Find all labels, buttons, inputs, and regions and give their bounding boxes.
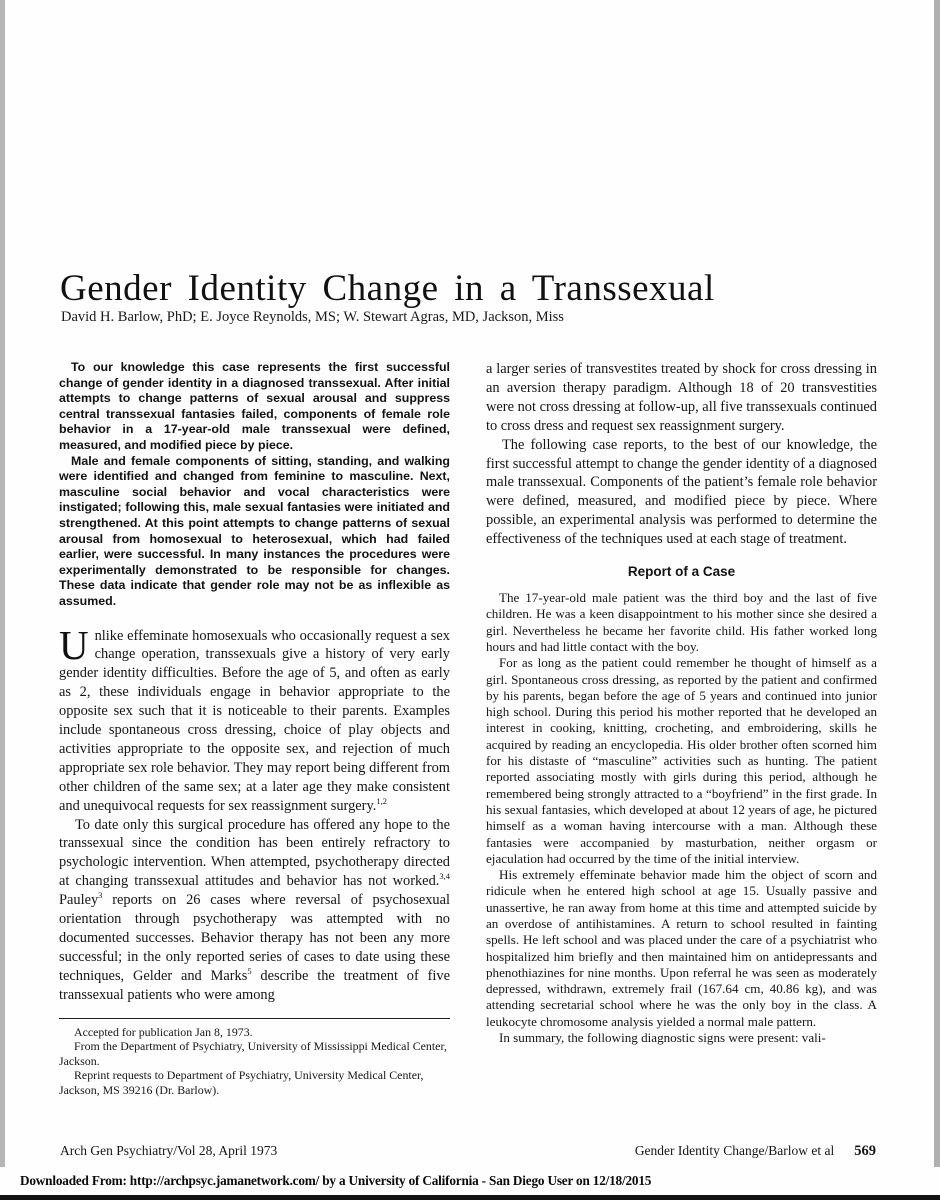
abstract-paragraph-2: Male and female components of sitting, standing, and walking were identified and changed from feminine to masculine. Next, masculine social behavior and vocal characteristics were instigated; following this, male sexual fantasies were initiated and strengthened. At this point attempts to change patterns of sexual arousal from homosexual to heterosexual, which had failed earlier, were successful. In many instances the procedures were experimentally demonstrated to be responsible for changes. These data indicate that gender role may not be as inflexible as assumed. (59, 453, 450, 608)
footnote-accepted: Accepted for publication Jan 8, 1973. (74, 1024, 253, 1039)
case-report-text (486, 590, 877, 1046)
article-title: Gender Identity Change in a Transsexual (60, 267, 715, 309)
body-text-left (59, 621, 450, 1005)
column-left (59, 360, 450, 1098)
article-authors: David H. Barlow, PhD; E. Joyce Reynolds, MS; W. Stewart Agras, MD, Jackson, Miss (61, 309, 564, 325)
footnote-rule (59, 1018, 450, 1019)
body-paragraph-continuation: a larger series of transvestites treated by shock for cross dressing in an aversion therapy paradigm. Although 18 of 20 transvestities were not cross dressing at follow-up, all five transsexuals continued to cross dress and request sex reassignment surgery. (486, 361, 877, 434)
footer-page-number: 569 (854, 1143, 876, 1159)
section-heading-report-of-a-case: Report of a Case (627, 564, 736, 580)
case-paragraph-3: His extremely effeminate behavior made him the object of scorn and ridicule when he entered high school at age 15. Usually passive and unassertive, he ran away from home at this time and attempted suicide by an overdose of antihistamines. A return to school resulted in fainting spells. He left school and was placed under the care of a psychiatrist who hospitalized him briefly and then maintained him on antidepressants and phenothiazines for nine months. Upon referral he was seen as moderately depressed, withdrawn, extremely frail (167.64 cm, 40.86 kg), and was attending secretarial school where he was the only boy in the class. A leukocyte chromosome analysis yielded a normal male pattern. (486, 867, 877, 1029)
case-paragraph-2: For as long as the patient could remember he thought of himself as a girl. Spontaneous cross dressing, as reported by the patient and confirmed by his parents, began before the age of 5 years and continued into junior high school. During this period his mother reported that he developed an interest in cooking, knitting, crocheting, and embroidering, skills he acquired by reading an encyclopedia. His older brother often scorned him for his distaste of “masculine” activities such as hunting. The patient reported associating mostly with girls during this period, although he remembered being strongly attracted to a “boyfriend” in the first grade. In his sexual fantasies, which developed at about 12 years of age, he pictured himself as a woman having intercourse with a man. Although these fantasies were accompanied by masturbation, neither orgasm or ejaculation had occurred by the time of the initial interview. (486, 655, 877, 866)
footer-right-group (635, 1143, 876, 1160)
body-text-right (486, 360, 877, 549)
page-footer (60, 1143, 876, 1160)
body-paragraph-2: To date only this surgical procedure has offered any hope to the transsexual since the condition has been entirely refractory to psychologic intervention. When attempted, psychotherapy directed at changing transsexual attitudes and behavior has not worked.$^{3,4}$ Pauley$^3$ reports on 26 cases where reversal of psychosexual orientation through psychotherapy was attempted with no documented successes. Behavior therapy has not been any more successful; in the only reported series of cases to date using these techniques, Gelder and Marks$^5$ describe the treatment of five transsexual patients who were among (59, 816, 450, 1003)
intro-paragraph-text: nlike effeminate homosexuals who occasionally request a sex change operation, transsexuals give a history of very early gender identity difficulties. Before the age of 5, and often as early as 2, these individuals engage in behavior appropriate to the opposite sex such that it is noticeable to their parents. Examples include spontaneous cross dressing, choice of play objects and activities appropriate to the opposite sex, and rejection of much appropriate sex role behavior. They may report being different from other children of the same sex; at a later age they make consistent and unequivocal requests for sex reassignment surgery.$^{1,2}$ (59, 627, 450, 814)
case-paragraph-1: The 17-year-old male patient was the third boy and the last of five children. He was a keen disappointment to his mother since she desired a girl. Nevertheless he became her favorite child. His father worked long hours and had little contact with the boy. (486, 590, 877, 654)
drop-cap: U (59, 621, 89, 668)
footnote-affiliation: From the Department of Psychiatry, University of Mississippi Medical Center, Jackson. (59, 1039, 447, 1068)
body-paragraph-case-intro: The following case reports, to the best of our knowledge, the first successful attempt to change the gender identity of a diagnosed male transsexual. Components of the patient’s female role behavior were defined, measured, and modified piece by piece. Where possible, an experimental analysis was performed to determine the effectiveness of the techniques used at each stage of treatment. (486, 436, 877, 548)
column-right (486, 360, 877, 1098)
download-provenance-stamp: Downloaded From: http://archpsyc.jamanetwork.com/ by a University of California - San Diego User on 12/18/2015 (20, 1173, 652, 1188)
scan-edge-right (934, 0, 940, 1167)
body-paragraph-intro (59, 621, 450, 816)
footnotes (59, 1025, 450, 1098)
footnote-reprints: Reprint requests to Department of Psychiatry, University Medical Center, Jackson, MS 39216 (Dr. Barlow). (59, 1068, 424, 1097)
scan-edge-left (0, 0, 5, 1167)
abstract (59, 360, 450, 610)
footer-journal-info: Arch Gen Psychiatry/Vol 28, April 1973 (60, 1143, 278, 1158)
footer-running-head: Gender Identity Change/Barlow et al (634, 1143, 835, 1158)
two-column-body (59, 360, 877, 1098)
abstract-paragraph-1: To our knowledge this case represents the first successful change of gender identity in a diagnosed transsexual. After initial attempts to change patterns of sexual arousal and suppress central transsexual fantasies failed, components of female role behavior in a 17-year-old male transsexual were defined, measured, and modified piece by piece. (59, 360, 450, 452)
case-paragraph-4: In summary, the following diagnostic signs were present: vali- (499, 1030, 826, 1046)
scan-bottom-edge (0, 1195, 940, 1200)
